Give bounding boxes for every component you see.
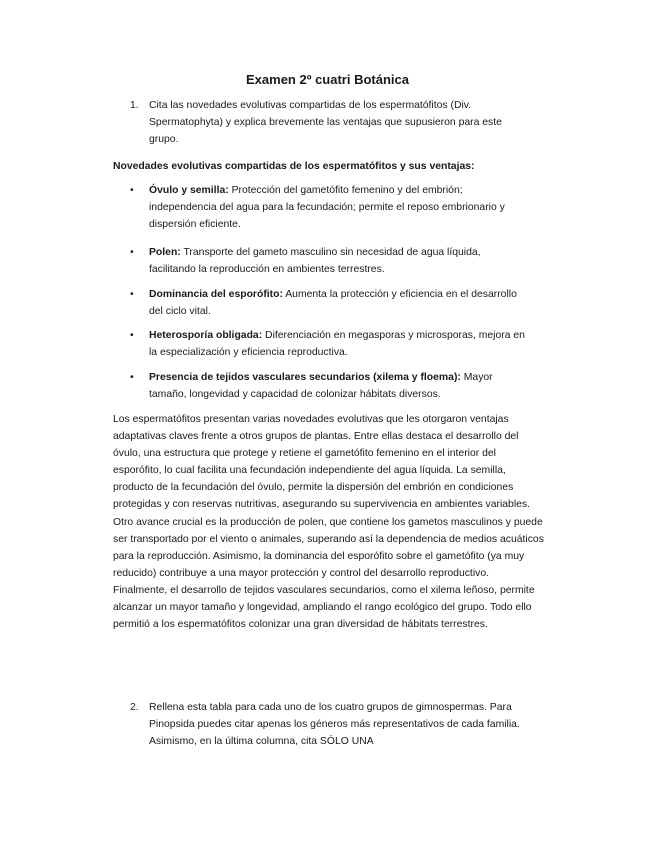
bullet-icon: •: [130, 372, 134, 383]
bullet-icon: •: [130, 185, 134, 196]
bullet-icon: •: [130, 247, 134, 258]
list-item: [130, 327, 530, 361]
question-2-text: Rellena esta tabla para cada uno de los cuatro grupos de gimnospermas. Para Pinopsida puedes citar apenas los géneros más representativos de cada familia. Asimismo, en la última columna, cita SÓLO UNA: [149, 702, 520, 747]
list-item: [130, 244, 530, 278]
bullet-icon: •: [130, 289, 134, 300]
question-2: [130, 699, 530, 750]
list-item: [130, 182, 530, 233]
list-item-text: Diferenciación en megasporas y microsporas, mejora en la especialización y eficiencia reproductiva.: [149, 330, 525, 358]
list-item-term: Polen:: [149, 247, 181, 258]
question-1-text: Cita las novedades evolutivas compartidas de los espermatófitos (Div. Spermatophyta) y explica brevemente las ventajas que supusieron para este grupo.: [149, 100, 502, 145]
list-item-term: Presencia de tejidos vasculares secundarios (xilema y floema):: [149, 372, 461, 383]
list-item-text: Mayor tamaño, longevidad y capacidad de colonizar hábitats diversos.: [149, 372, 493, 400]
list-item-term: Óvulo y semilla:: [149, 185, 229, 196]
question-2-number: 2.: [130, 702, 139, 713]
page-title: Examen 2º cuatri Botánica: [246, 72, 409, 87]
question-1: [130, 97, 530, 148]
list-item-term: Heterosporía obligada:: [149, 330, 263, 341]
list-item-text: Aumenta la protección y eficiencia en el desarrollo del ciclo vital.: [149, 289, 517, 317]
list-item-text: Transporte del gameto masculino sin necesidad de agua líquida, facilitando la reproducción en ambientes terrestres.: [149, 247, 481, 275]
section-heading: Novedades evolutivas compartidas de los espermatófitos y sus ventajas:: [113, 161, 475, 172]
bullet-icon: •: [130, 330, 134, 341]
list-item: [130, 369, 530, 403]
answer-paragraph: Los espermatófitos presentan varias novedades evolutivas que les otorgaron ventajas adaptativas claves frente a otros grupos de plantas. Entre ellas destaca el desarrollo del óvulo, una estructura que protege y retiene el gametófito femenino en el interior del esporófito, lo cual facilita una fecundación independiente del agua líquida. La semilla, producto de la fecundación del óvulo, permite la dispersión del embrión en condiciones protegidas y con reservas nutritivas, asegurando su supervivencia en ambientes variables. Otro avance crucial es la producción de polen, que contiene los gametos masculinos y puede ser transportado por el viento o animales, superando así la dependencia de medios acuáticos para la reproducción. Asimismo, la dominancia del esporófito sobre el gametófito (ya muy reducido) contribuye a una mayor protección y control del desarrollo reproductivo. Finalmente, el desarrollo de tejidos vasculares secundarios, como el xilema leñoso, permite alcanzar un mayor tamaño y longevidad, ampliando el rango ecológico del grupo. Todo ello permitió a los espermatófitos colonizar una gran diversidad de hábitats terrestres.: [113, 414, 544, 631]
list-item-term: Dominancia del esporófito:: [149, 289, 283, 300]
list-item-text: Protección del gametófito femenino y del embrión; independencia del agua para la fecundación; permite el reposo embrionario y dispersión eficiente.: [149, 185, 505, 230]
list-item: [130, 286, 530, 320]
question-1-number: 1.: [130, 100, 139, 111]
